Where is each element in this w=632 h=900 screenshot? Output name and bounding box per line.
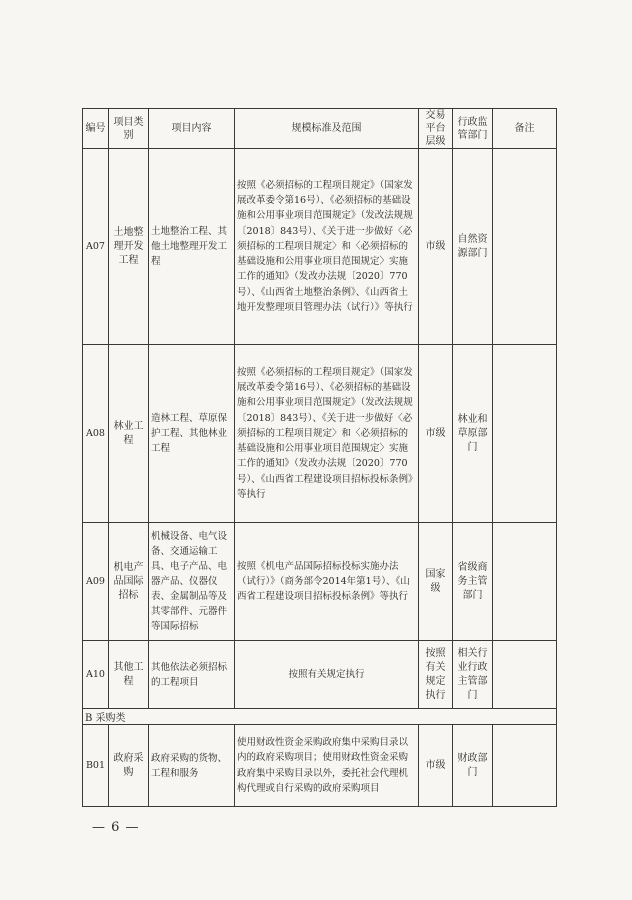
header-dept: 行政监管部门 xyxy=(453,109,493,149)
row-code: A09 xyxy=(83,523,109,641)
row-note xyxy=(493,345,557,523)
row-standard: 按照《必须招标的工程项目规定》（国家发展改革委令第16号）、《必须招标的基础设施和公用事业项目范围规定》（发改法规规〔2018〕843号）、《关于进一步做好〈必须招标的工程项目规定〉和〈必须招标的基础设施和公用事业项目范围规定〉实施工作的通知》（发改办法规〔2020〕770号）、《山西省土地整治条例》、《山西省土地开发整理项目管理办法（试行）》等执行 xyxy=(235,149,419,345)
row-standard: 使用财政性资金采购政府集中采购目录以内的政府采购项目；使用财政性资金采购政府集中采购目录以外，委托社会代理机构代理或自行采购的政府采购项目 xyxy=(235,725,419,807)
row-note xyxy=(493,149,557,345)
row-content: 土地整治工程、其他土地整理开发工程 xyxy=(149,149,235,345)
table-row xyxy=(83,641,557,709)
header-note: 备注 xyxy=(493,109,557,149)
header-type: 项目类别 xyxy=(109,109,149,149)
row-standard: 按照《必须招标的工程项目规定》（国家发展改革委令第16号）、《必须招标的基础设施和公用事业项目范围规定》（发改法规规〔2018〕843号）、《关于进一步做好〈必须招标的工程项目规定〉和〈必须招标的基础设施和公用事业项目范围规定〉实施工作的通知》（发改办法规〔2020〕770号）、《山西省工程建设项目招标投标条例》等执行 xyxy=(235,345,419,523)
row-content: 机械设备、电气设备、交通运输工具、电子产品、电器产品、仪器仪表、金属制品等及其零部件、元器件等国际招标 xyxy=(149,523,235,641)
row-note xyxy=(493,725,557,807)
section-row xyxy=(83,709,557,725)
row-note xyxy=(493,523,557,641)
header-standard: 规模标准及范围 xyxy=(235,109,419,149)
table-row xyxy=(83,149,557,345)
row-level: 市级 xyxy=(419,725,453,807)
page-number: — 6 — xyxy=(92,820,140,835)
header-level: 交易平台层级 xyxy=(419,109,453,149)
row-dept: 相关行业行政主管部门 xyxy=(453,641,493,709)
header-content: 项目内容 xyxy=(149,109,235,149)
section-b-title: B 采购类 xyxy=(83,709,557,725)
row-dept: 省级商务主管部门 xyxy=(453,523,493,641)
row-code: B01 xyxy=(83,725,109,807)
row-content: 政府采购的货物、工程和服务 xyxy=(149,725,235,807)
table-row xyxy=(83,523,557,641)
row-level: 市级 xyxy=(419,345,453,523)
row-type: 其他工程 xyxy=(109,641,149,709)
row-content: 造林工程、草原保护工程、其他林业工程 xyxy=(149,345,235,523)
row-standard: 按照《机电产品国际招标投标实施办法（试行）》（商务部令2014年第1号）、《山西省工程建设项目招标投标条例》等执行 xyxy=(235,523,419,641)
row-note xyxy=(493,641,557,709)
row-level: 按照有关规定执行 xyxy=(419,641,453,709)
row-type: 政府采购 xyxy=(109,725,149,807)
row-dept: 自然资源部门 xyxy=(453,149,493,345)
header-code: 编号 xyxy=(83,109,109,149)
project-table xyxy=(82,108,557,807)
row-level: 市级 xyxy=(419,149,453,345)
row-type: 林业工程 xyxy=(109,345,149,523)
row-code: A10 xyxy=(83,641,109,709)
table-row xyxy=(83,345,557,523)
table-row xyxy=(83,725,557,807)
row-type: 土地整理开发工程 xyxy=(109,149,149,345)
row-standard: 按照有关规定执行 xyxy=(235,641,419,709)
row-dept: 财政部门 xyxy=(453,725,493,807)
row-dept: 林业和草原部门 xyxy=(453,345,493,523)
row-code: A08 xyxy=(83,345,109,523)
row-level: 国家级 xyxy=(419,523,453,641)
row-type: 机电产品国际招标 xyxy=(109,523,149,641)
table-header-row xyxy=(83,109,557,149)
row-content: 其他依法必须招标的工程项目 xyxy=(149,641,235,709)
row-code: A07 xyxy=(83,149,109,345)
